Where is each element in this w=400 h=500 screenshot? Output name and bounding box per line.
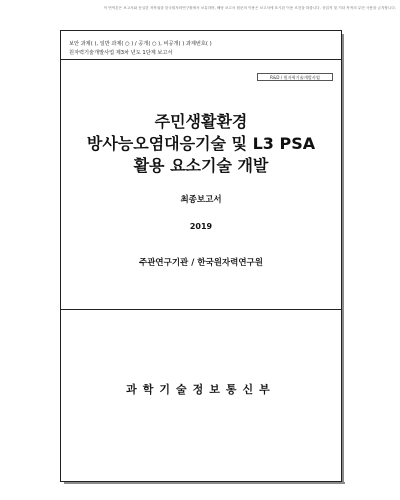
bottom-divider xyxy=(61,309,341,310)
copyright-notice: 이 번역본은 보고서와 동일한 저작권을 한국원자력연구원에서 보유하며, 해당 보고서 원문의 이용은 보고서에 표시된 이용 조건을 따릅니다. 상업적 및 기타 목적의 무단 사용을 금지합니다. xyxy=(103,6,396,10)
title-line-3: 활용 요소기술 개발 xyxy=(133,156,269,175)
lead-institution: 주관연구기관 / 한국원자력연구원 xyxy=(139,258,263,268)
report-year: 2019 xyxy=(189,222,213,231)
title-line-2: 방사능오염대응기술 및 L3 PSA xyxy=(86,134,316,153)
report-title xyxy=(61,111,341,177)
program-line: 원자력기술개발사업 제3차 년도 1단계 보고서 xyxy=(69,50,173,56)
report-type: 최종보고서 xyxy=(180,195,222,205)
publisher: 과학기술정보통신부 xyxy=(126,383,276,396)
title-line-1: 주민생활환경 xyxy=(154,112,248,131)
top-divider xyxy=(61,59,341,60)
report-cover xyxy=(60,30,342,482)
category-label-box: R&D / 원자력기술개발사업 xyxy=(257,73,333,81)
security-classification-line: 보안 과제( ), 일반 과제( ○ ) / 공개( ○ ), 비공개( ) 과제번호( ) xyxy=(69,41,212,47)
